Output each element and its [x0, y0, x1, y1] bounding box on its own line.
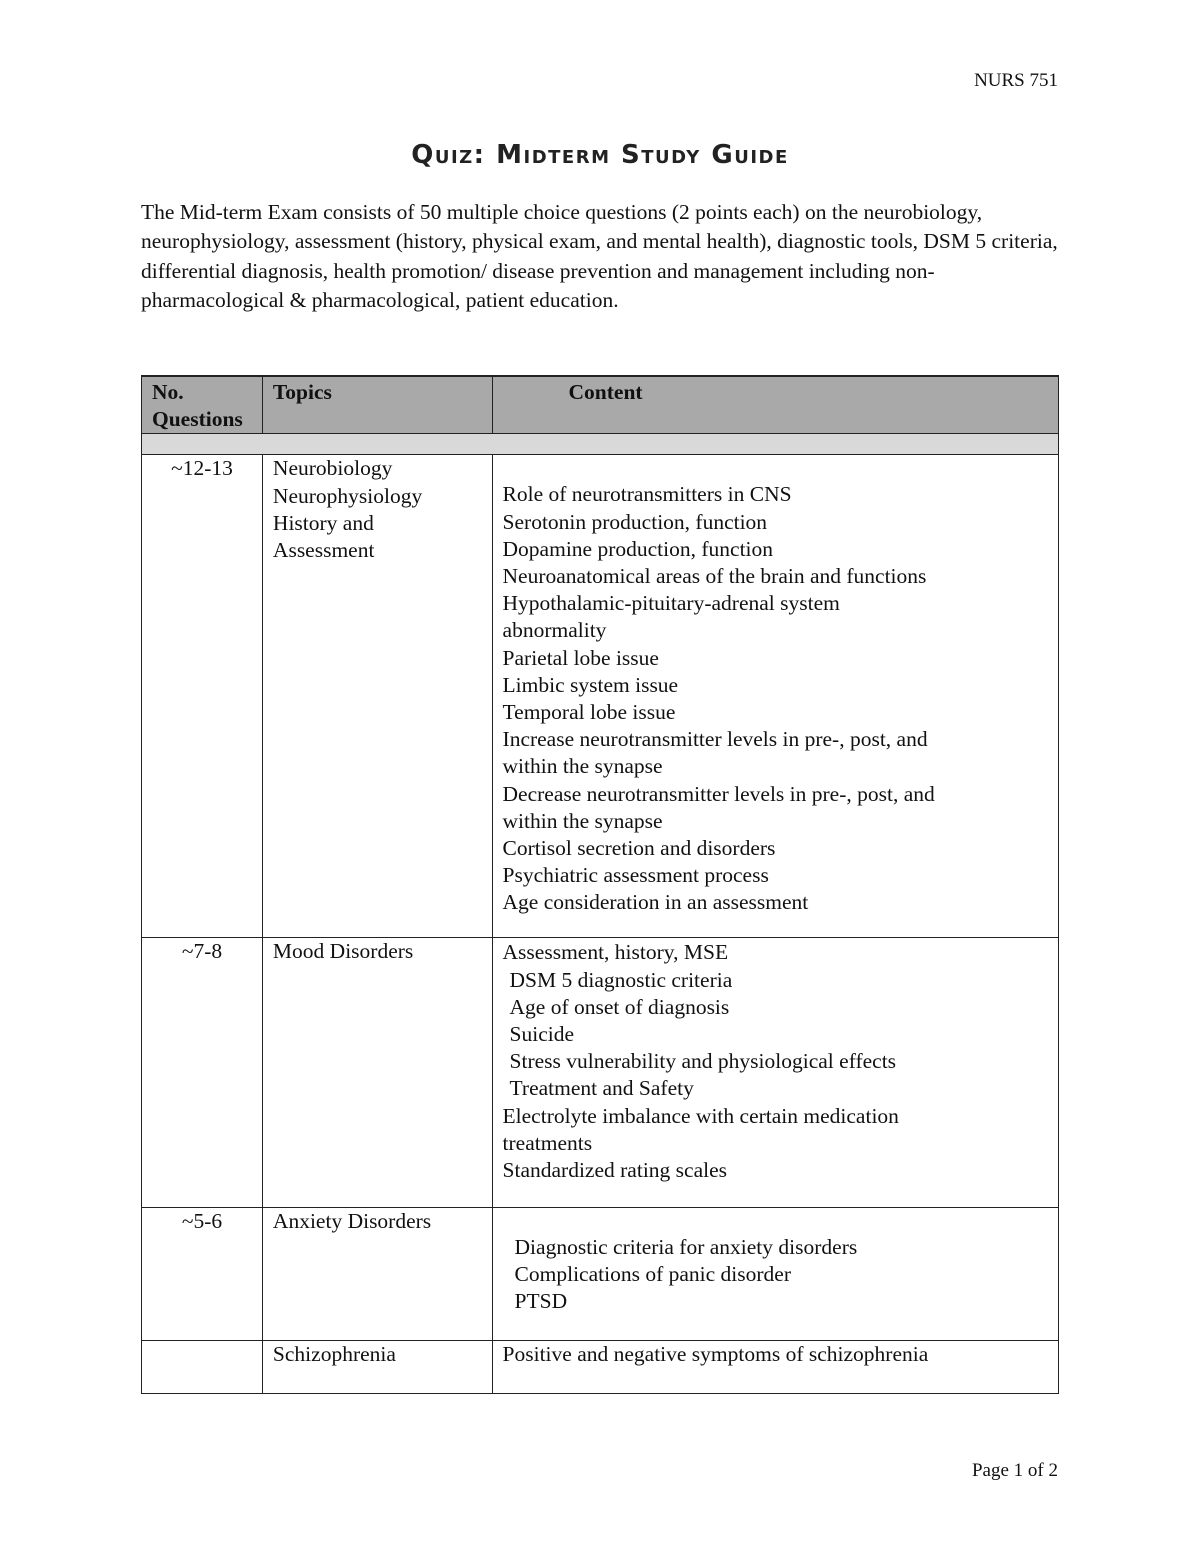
content-item: Hypothalamic-pituitary-adrenal system abnormality [502, 591, 840, 643]
page-number: Page 1 of 2 [971, 1460, 1058, 1481]
topic-line: Assessment [272, 538, 375, 563]
content-item: Cortisol secretion and disorders [502, 836, 776, 861]
content-item: Limbic system issue [502, 672, 679, 697]
content-item: Stress vulnerability and physiological effects [509, 1049, 897, 1074]
header-questions [142, 376, 263, 434]
content-item: Age consideration in an assessment [502, 890, 809, 915]
intro-paragraph: The Mid-term Exam consists of 50 multiple choice questions (2 points each) on the neurobiology, neurophysiology, assessment (history, physical exam, and mental health), diagnostic tools, DSM 5 criteria, differential diagnosis, health promotion/ disease prevention and management including non-pharmacological & pharmacological, patient education. [141, 200, 1058, 312]
content-item: PTSD [514, 1289, 568, 1313]
content-item: Parietal lobe issue [502, 645, 659, 670]
topic-line: Schizophrenia [272, 1342, 396, 1367]
content-item: Serotonin production, function [502, 509, 768, 534]
course-code: NURS 751 [974, 70, 1058, 91]
topic-line: History and [272, 510, 374, 535]
table-row [142, 1341, 1059, 1394]
content-item: Assessment, history, MSE [502, 940, 729, 965]
table-spacer-row [142, 434, 1059, 455]
header-topics: Topics [262, 376, 492, 434]
table-row [142, 455, 1059, 938]
content-cell [492, 1341, 1058, 1394]
table-row [142, 1208, 1059, 1341]
content-item: Neuroanatomical areas of the brain and functions [502, 564, 927, 589]
content-item: Increase neurotransmitter levels in pre-, post, and within the synapse [502, 727, 928, 779]
header-questions-line1: No. [152, 380, 184, 404]
content-item: Standardized rating scales [502, 1158, 728, 1183]
content-item: Dopamine production, function [502, 536, 774, 561]
questions-cell: ~12-13 [142, 455, 263, 938]
content-item: Diagnostic criteria for anxiety disorders [514, 1234, 858, 1259]
content-item: Complications of panic disorder [514, 1261, 791, 1286]
questions-cell: ~5-6 [142, 1208, 263, 1341]
spacer-cell [142, 434, 1059, 455]
topic-line: Neurophysiology [272, 483, 423, 508]
content-item: Electrolyte imbalance with certain medication treatments [502, 1103, 899, 1155]
topics-cell [262, 938, 492, 1208]
topics-cell [262, 1341, 492, 1394]
content-item: Temporal lobe issue [502, 700, 676, 725]
header-content: Content [492, 376, 1058, 434]
table-row [142, 938, 1059, 1208]
questions-cell: ~7-8 [142, 938, 263, 1208]
content-item: Treatment and Safety [509, 1076, 694, 1101]
topics-cell [262, 455, 492, 938]
header-questions-line2: Questions [152, 407, 243, 432]
study-guide-table [141, 375, 1059, 1394]
questions-cell [142, 1341, 263, 1394]
content-item: Suicide [509, 1022, 575, 1047]
page-title: Quiz: Midterm Study Guide [411, 140, 789, 170]
content-cell [492, 1208, 1058, 1341]
topics-cell [262, 1208, 492, 1341]
topic-line: Neurobiology [272, 456, 393, 481]
table-header-row [142, 376, 1059, 434]
content-item: DSM 5 diagnostic criteria [509, 967, 733, 992]
topic-line: Anxiety Disorders [272, 1209, 432, 1234]
content-item: Positive and negative symptoms of schizophrenia [502, 1342, 929, 1367]
content-item: Decrease neurotransmitter levels in pre-, post, and within the synapse [502, 781, 935, 833]
content-item: Role of neurotransmitters in CNS [502, 482, 792, 507]
content-item: Age of onset of diagnosis [509, 994, 730, 1019]
topic-line: Mood Disorders [272, 939, 414, 964]
content-item: Psychiatric assessment process [502, 863, 769, 888]
content-cell [492, 455, 1058, 938]
content-cell [492, 938, 1058, 1208]
